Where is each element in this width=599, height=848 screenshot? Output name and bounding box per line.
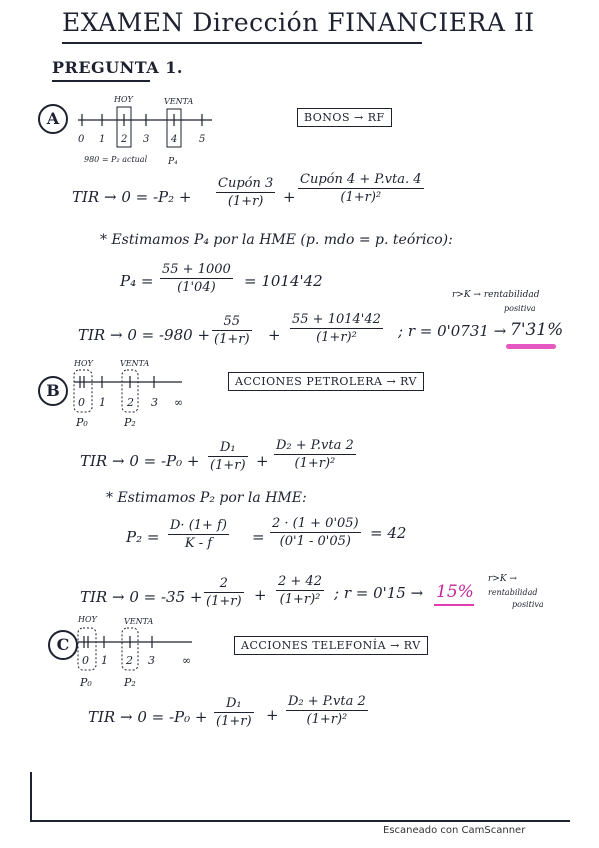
plus-sign: + — [266, 706, 279, 724]
fraction-denominator: (1+r)² — [306, 712, 348, 728]
section-a-p4-label: P₄ = — [120, 272, 154, 290]
fraction-denominator: (1+r)² — [279, 592, 321, 608]
fraction-numerator: 55 — [223, 314, 241, 329]
section-a-result-note-2: positiva — [504, 304, 536, 313]
timeline-b-tick-3: 3 — [151, 396, 158, 409]
page-title: EXAMEN Dirección FINANCIERA II — [62, 8, 535, 37]
section-c-tir-label: TIR → 0 = -P₀ + — [88, 708, 208, 726]
section-a-tir2-result: ; r = 0'0731 → — [398, 322, 507, 340]
fraction-denominator: (1+r)² — [316, 330, 357, 346]
border-mark-left — [30, 772, 32, 822]
fraction-denominator: (1+r) — [227, 194, 264, 210]
question-heading: PREGUNTA 1. — [52, 58, 183, 77]
fraction-numerator: D₂ + P.vta 2 — [288, 694, 366, 709]
timeline-a-tick-0: 0 — [78, 134, 85, 145]
section-b-tir2-result: ; r = 0'15 → — [334, 584, 424, 602]
section-a-timeline — [72, 92, 222, 174]
section-a-tir2-fraction-1 — [212, 314, 252, 347]
fraction-denominator: (0'1 - 0'05) — [279, 534, 351, 550]
timeline-a-hoy: HOY — [114, 95, 133, 104]
section-a-highlight — [506, 344, 556, 349]
fraction-numerator: D· (1+ f) — [170, 518, 227, 533]
section-c-tir-fraction-2 — [286, 694, 368, 727]
section-b-tir2-fraction-1 — [204, 576, 244, 609]
section-b-marker: B — [38, 376, 68, 406]
section-c-timeline — [74, 612, 204, 692]
fraction-numerator: 2 + 42 — [278, 574, 322, 589]
timeline-c-tick-2: 2 — [126, 654, 133, 667]
question-underline — [52, 80, 150, 82]
fraction-numerator: 55 + 1000 — [162, 262, 231, 277]
section-b-p2-fraction-2 — [270, 516, 361, 549]
section-b-box: ACCIONES PETROLERA → RV — [228, 372, 424, 391]
timeline-c-tick-3: 3 — [148, 654, 155, 667]
fraction-numerator: Cupón 3 — [218, 176, 274, 191]
section-a-p4-result: = 1014'42 — [244, 272, 323, 290]
timeline-a-below-left: 980 = P₂ actual — [84, 155, 148, 164]
timeline-b-tick-inf: ∞ — [174, 396, 184, 409]
section-a-tir2-percent: 7'31% — [510, 320, 564, 340]
fraction-denominator: (1+r) — [210, 458, 246, 474]
fraction-numerator: D₁ — [225, 696, 242, 711]
timeline-c-tick-inf: ∞ — [182, 654, 192, 667]
fraction-numerator: 55 + 1014'42 — [292, 312, 381, 327]
section-b-result-note-1: r>K → — [488, 574, 517, 584]
timeline-c-tick-0: 0 — [82, 654, 89, 667]
fraction-numerator: 2 — [219, 576, 228, 591]
section-c-marker: C — [48, 630, 78, 660]
section-b-p2-result: = 42 — [370, 524, 407, 542]
section-a-tir-fraction-1 — [216, 176, 275, 209]
section-b-tir-label: TIR → 0 = -P₀ + — [80, 452, 200, 470]
fraction-denominator: (1+r) — [216, 714, 252, 730]
timeline-b-below-left: P₀ — [76, 416, 88, 429]
section-b-p2-label: P₂ = — [126, 528, 160, 546]
fraction-denominator: (1'04) — [177, 280, 216, 296]
section-b-tir2-label: TIR → 0 = -35 + — [80, 588, 203, 606]
border-mark-bottom — [30, 820, 570, 822]
fraction-denominator: (1+r)² — [340, 190, 382, 206]
timeline-b-below-right: P₂ — [124, 416, 136, 429]
section-b-result-note-2: rentabilidad — [488, 588, 538, 597]
section-b-p2-fraction-1 — [168, 518, 229, 551]
section-b-result-note-3: positiva — [512, 600, 544, 609]
title-underline — [62, 42, 422, 44]
plus-sign: + — [254, 586, 267, 604]
fraction-denominator: K - f — [184, 536, 213, 552]
timeline-a-tick-1: 1 — [99, 134, 106, 145]
timeline-b-tick-2: 2 — [127, 396, 134, 409]
section-a-tir-fraction-2 — [298, 172, 424, 205]
section-a-tir2-fraction-2 — [290, 312, 383, 345]
section-a-box: BONOS → RF — [297, 108, 392, 127]
timeline-c-hoy: HOY — [78, 615, 97, 624]
timeline-c-below-right: P₂ — [124, 676, 136, 689]
timeline-b-tick-1: 1 — [99, 396, 106, 409]
section-c-box: ACCIONES TELEFONÍA → RV — [234, 636, 428, 655]
timeline-a-tick-3: 3 — [143, 134, 150, 145]
timeline-b-tick-0: 0 — [78, 396, 85, 409]
timeline-a-tick-5: 5 — [199, 134, 206, 145]
section-b-tir2-percent: 15% — [436, 582, 474, 602]
section-b-highlight — [434, 604, 474, 606]
timeline-c-tick-1: 1 — [101, 654, 108, 667]
section-a-tir-label: TIR → 0 = -P₂ + — [72, 188, 192, 206]
timeline-a-venta: VENTA — [164, 97, 194, 106]
section-a-note: * Estimamos P₄ por la HME (p. mdo = p. teórico): — [100, 232, 453, 248]
fraction-numerator: 2 · (1 + 0'05) — [272, 516, 359, 531]
fraction-numerator: Cupón 4 + P.vta. 4 — [300, 172, 422, 187]
plus-sign: + — [256, 452, 269, 470]
timeline-a-below-right: P₄ — [168, 157, 178, 167]
section-c-tir-fraction-1 — [214, 696, 254, 729]
fraction-denominator: (1+r) — [206, 594, 242, 610]
section-b-tir-fraction-2 — [274, 438, 356, 471]
section-a-tir2-label: TIR → 0 = -980 + — [78, 326, 211, 344]
timeline-a-tick-2: 2 — [121, 134, 128, 145]
plus-sign: + — [283, 188, 296, 206]
section-a-result-note-1: r>K → rentabilidad — [452, 290, 540, 300]
fraction-numerator: D₂ + P.vta 2 — [276, 438, 354, 453]
timeline-c-below-left: P₀ — [80, 676, 92, 689]
timeline-a-tick-4: 4 — [171, 134, 178, 145]
timeline-b-venta: VENTA — [120, 359, 150, 368]
fraction-denominator: (1+r)² — [294, 456, 336, 472]
fraction-denominator: (1+r) — [214, 332, 250, 348]
section-a-p4-fraction — [160, 262, 233, 295]
section-b-tir-fraction-1 — [208, 440, 248, 473]
section-b-timeline — [70, 356, 200, 434]
section-b-tir2-fraction-2 — [276, 574, 324, 607]
timeline-b-hoy: HOY — [74, 359, 93, 368]
fraction-numerator: D₁ — [219, 440, 236, 455]
timeline-c-venta: VENTA — [124, 617, 154, 626]
plus-sign: + — [268, 326, 281, 344]
equals-sign: = — [252, 528, 265, 546]
section-b-note: * Estimamos P₂ por la HME: — [106, 490, 307, 506]
section-a-marker: A — [38, 104, 68, 134]
scanner-watermark: Escaneado con CamScanner — [383, 825, 526, 836]
